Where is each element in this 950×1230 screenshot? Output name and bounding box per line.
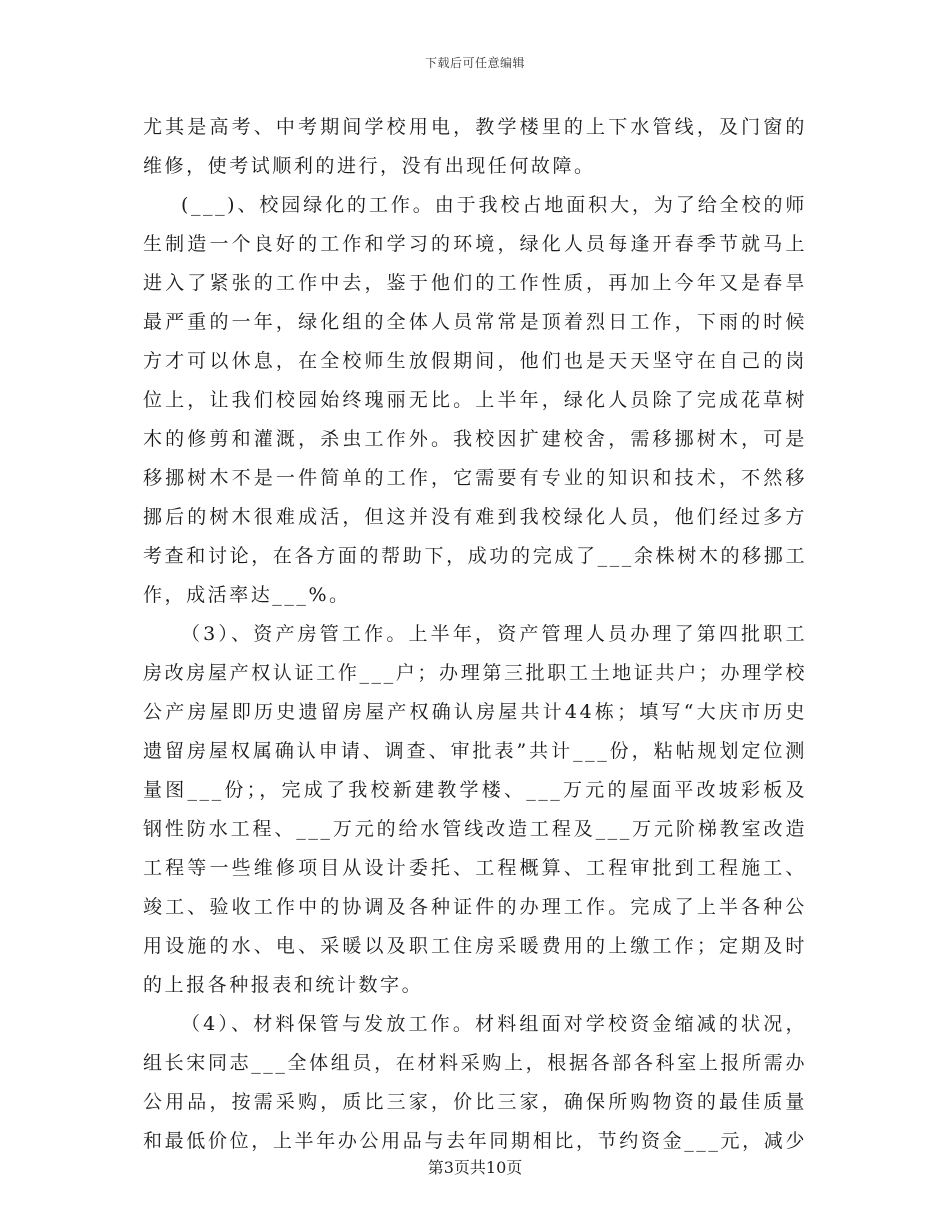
text-line: 工程等一些维修项目从设计委托、工程概算、工程审批到工程施工、	[143, 857, 807, 879]
text-line: 公用品，按需采购，质比三家，价比三家，确保所购物资的最佳质量	[143, 1091, 807, 1113]
text-line: 生制造一个良好的工作和学习的环境，绿化人员每逢开春季节就马上	[143, 233, 807, 255]
text-line: 作，成活率达___%。	[143, 584, 351, 606]
document-body	[143, 108, 807, 1161]
text-line: 竣工、验收工作中的协调及各种证件的办理工作。完成了上半各种公	[143, 896, 807, 918]
text-line: 公产房屋即历史遗留房屋产权确认房屋共计44栋；填写“大庆市历史	[143, 701, 807, 723]
text-line: 钢性防水工程、___万元的给水管线改造工程及___万元阶梯教室改造	[143, 818, 807, 840]
text-line: 最严重的一年，绿化组的全体人员常常是顶着烈日工作，下雨的时候	[143, 311, 807, 333]
text-line: (___)、校园绿化的工作。由于我校占地面积大，为了给全校的师	[181, 194, 807, 216]
text-line: 挪后的树木很难成活，但这并没有难到我校绿化人员，他们经过多方	[143, 506, 807, 528]
page-number: 第3页共10页	[427, 1158, 523, 1177]
text-line: 组长宋同志___全体组员，在材料采购上，根据各部各科室上报所需办	[143, 1052, 807, 1074]
text-line: 量图___份；，完成了我校新建教学楼、___万元的屋面平改坡彩板及	[143, 779, 807, 801]
text-line: 考查和讨论，在各方面的帮助下，成功的完成了___余株树木的移挪工	[143, 545, 807, 567]
text-line: 移挪树木不是一件简单的工作，它需要有专业的知识和技术，不然移	[143, 467, 807, 489]
text-line: （3）、资产房管工作。上半年，资产管理人员办理了第四批职工	[181, 623, 807, 645]
text-line: 房改房屋产权认证工作___户；办理第三批职工土地证共户；办理学校	[143, 662, 807, 684]
text-line: 用设施的水、电、采暖以及职工住房采暖费用的上缴工作；定期及时	[143, 935, 807, 957]
text-line: 遗留房屋权属确认申请、调查、审批表”共计___份，粘帖规划定位测	[143, 740, 807, 762]
text-line: 的上报各种报表和统计数字。	[143, 974, 424, 996]
page-header: 下载后可任意编辑	[424, 56, 525, 70]
text-line: 尤其是高考、中考期间学校用电，教学楼里的上下水管线，及门窗的	[143, 116, 807, 138]
text-line: 位上，让我们校园始终瑰丽无比。上半年，绿化人员除了完成花草树	[143, 389, 807, 411]
text-line: 进入了紧张的工作中去，鉴于他们的工作性质，再加上今年又是春旱	[143, 272, 807, 294]
text-line: 木的修剪和灌溉，杀虫工作外。我校因扩建校舍，需移挪树木，可是	[143, 428, 807, 450]
text-line: 方才可以休息，在全校师生放假期间，他们也是天天坚守在自己的岗	[143, 350, 807, 372]
text-line: 维修，使考试顺利的进行，没有出现任何故障。	[143, 155, 596, 177]
text-line: 和最低价位，上半年办公用品与去年同期相比，节约资金___元，减少	[143, 1130, 807, 1152]
text-line: （4）、材料保管与发放工作。材料组面对学校资金缩减的状况，	[181, 1013, 807, 1035]
